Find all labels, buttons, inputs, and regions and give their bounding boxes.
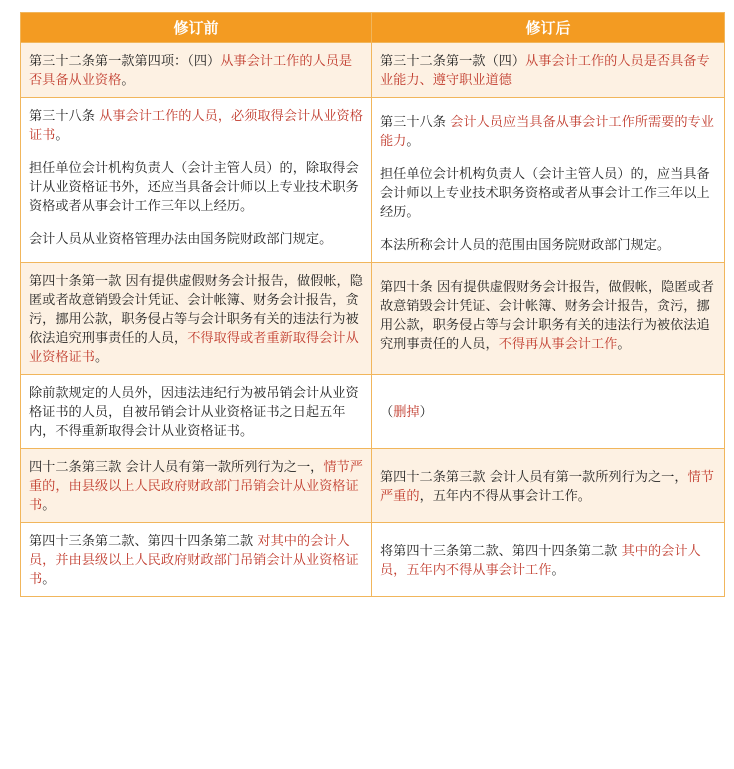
paragraph — [380, 403, 716, 422]
text-plain: ） — [419, 405, 433, 420]
text-plain: 。 — [55, 128, 69, 143]
text-plain: 将第四十三条第二款、第四十四条第二款 — [380, 543, 622, 559]
text-plain: 。 — [94, 350, 109, 365]
paragraph — [380, 52, 716, 90]
text-highlight: 不得取得或者重新取得会计从业资格证书 — [29, 331, 359, 365]
text-highlight: 删掉 — [393, 405, 420, 420]
paragraph: 除前款规定的人员外，因违法违纪行为被吊销会计从业资格证书的人员，自被吊销会计从业资格证书之日起五年内，不得重新取得会计从业资格证书。 — [29, 386, 359, 439]
text-plain: 第四十三条第二款、第四十四条第二款 — [29, 534, 258, 549]
table-row — [21, 98, 725, 263]
header-after: 修订后 — [372, 13, 725, 43]
cell-before — [21, 449, 372, 523]
paragraph — [380, 542, 716, 580]
revision-comparison-table — [20, 12, 725, 597]
text-plain: 第三十八条 — [380, 115, 451, 130]
text-plain: 。 — [617, 337, 631, 352]
paragraph — [29, 52, 363, 90]
paragraph — [380, 278, 716, 354]
text-plain: 第三十八条 — [29, 109, 100, 124]
paragraph — [29, 458, 363, 515]
paragraph — [29, 272, 363, 367]
text-highlight: 从事会计工作的人员是否具备从业资格 — [29, 54, 353, 88]
paragraph: 会计人员从业资格管理办法由国务院财政部门规定。 — [29, 232, 333, 247]
header-before: 修订前 — [21, 13, 372, 43]
cell-before — [21, 375, 372, 449]
cell-after — [372, 375, 725, 449]
text-highlight: 从事会计工作的人员是否具备专业能力、遵守职业道德 — [380, 54, 710, 88]
text-plain: 第四十二条第三款 会计人员有第一款所列行为之一， — [380, 469, 688, 485]
text-plain: 。 — [42, 572, 56, 587]
table-row — [21, 523, 725, 597]
table-row — [21, 263, 725, 375]
paragraph — [380, 468, 716, 506]
cell-before — [21, 98, 372, 263]
text-plain: 。 — [551, 562, 565, 578]
paragraph — [380, 113, 716, 151]
cell-after — [372, 449, 725, 523]
table-row — [21, 43, 725, 98]
cell-after — [372, 263, 725, 375]
text-plain: 。 — [406, 134, 420, 149]
paragraph: 担任单位会计机构负责人（会计主管人员）的，应当具备会计师以上专业技术职务资格或者从事会计工作三年以上经历。 — [380, 167, 710, 220]
text-plain: 四十二条第三款 会计人员有第一款所列行为之一， — [29, 460, 324, 475]
table-row — [21, 449, 725, 523]
text-plain: 。 — [121, 73, 135, 88]
cell-before — [21, 43, 372, 98]
text-highlight: 会计人员应当具备从事会计工作所需要的专业能力 — [380, 115, 714, 149]
cell-after — [372, 98, 725, 263]
text-highlight: 对其中的会计人员，并由县级以上人民政府财政部门吊销会计从业资格证书 — [29, 534, 359, 587]
text-plain: 第四十条第一款 因有提供虚假财务会计报告，做假帐，隐匿或者故意销毁会计凭证、会计帐簿、财务会计报告，贪污，挪用公款，职务侵占等与会计职务有关的违法行为被依法追究刑事责任的人员， — [29, 274, 363, 346]
paragraph: 担任单位会计机构负责人（会计主管人员）的，除取得会计从业资格证书外，还应当具备会计师以上专业技术职务资格或者从事会计工作三年以上经历。 — [29, 161, 359, 214]
text-highlight: 从事会计工作的人员，必须取得会计从业资格证书 — [29, 109, 363, 143]
table-row — [21, 375, 725, 449]
text-plain: 第三十二条第一款（四） — [380, 54, 526, 69]
text-plain: 。 — [42, 498, 56, 513]
text-plain: 第四十条 因有提供虚假财务会计报告，做假帐，隐匿或者故意销毁会计凭证、会计帐簿、财务会计报告，贪污，挪用公款，职务侵占等与会计职务有关的违法行为被依法追究刑事责任的人员， — [380, 280, 714, 352]
text-highlight: 不得再从事会计工作 — [498, 337, 618, 352]
cell-before — [21, 263, 372, 375]
paragraph: 本法所称会计人员的范围由国务院财政部门规定。 — [380, 238, 671, 253]
text-plain: （ — [380, 405, 394, 420]
text-highlight: 其中的会计人员，五年内不得从事会计工作 — [380, 543, 701, 578]
cell-after — [372, 43, 725, 98]
text-plain: 第三十二条第一款第四项：（四） — [29, 54, 221, 69]
text-highlight: 情节严重的 — [380, 469, 714, 504]
paragraph — [29, 107, 363, 145]
cell-after — [372, 523, 725, 597]
cell-before — [21, 523, 372, 597]
paragraph — [29, 532, 363, 589]
text-plain: ，五年内不得从事会计工作。 — [419, 488, 591, 504]
text-highlight: 情节严重的，由县级以上人民政府财政部门吊销会计从业资格证书 — [29, 460, 363, 513]
table-header-row — [21, 13, 725, 43]
